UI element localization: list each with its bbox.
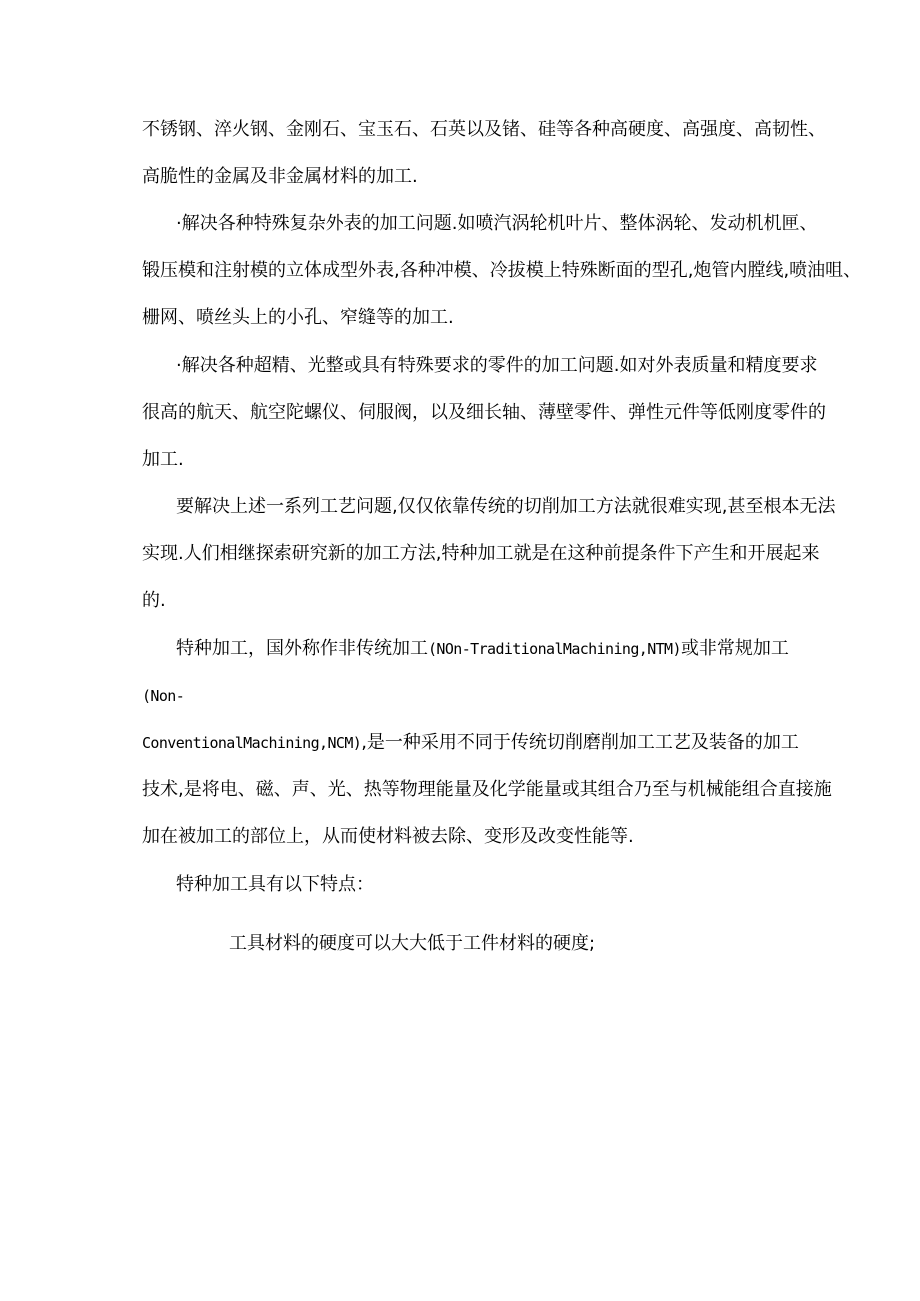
- paragraph-line: 锻压模和注射模的立体成型外表,各种冲模、冷拔模上特殊断面的型孔,炮管内膛线,喷油咀、: [142, 260, 862, 281]
- term-ntm: (NOn-TraditionalMachining,NTM): [428, 640, 681, 658]
- bullet-line: ·解决各种特殊复杂外表的加工问题.如喷汽涡轮机叶片、整体涡轮、发动机机匣、: [176, 213, 818, 234]
- paragraph-line: 栅网、喷丝头上的小孔、窄缝等的加工.: [142, 307, 454, 328]
- text-span: 或非常规加工: [680, 638, 789, 659]
- paragraph-line: 不锈钢、淬火钢、金刚石、宝玉石、石英以及锗、硅等各种高硬度、高强度、高韧性、: [142, 119, 826, 140]
- bullet-line: ·解决各种超精、光整或具有特殊要求的零件的加工问题.如对外表质量和精度要求: [176, 355, 818, 376]
- paragraph-line: [176, 637, 789, 661]
- paragraph-line: 技术,是将电、磁、声、光、热等物理能量及化学能量或其组合乃至与机械能组合直接施: [142, 779, 832, 800]
- paragraph-line: 实现.人们相继探索研究新的加工方法,特种加工就是在这种前提条件下产生和开展起来: [142, 543, 820, 564]
- term-ncm: ConventionalMachining,NCM): [142, 734, 362, 752]
- paragraph-line: [142, 731, 799, 755]
- paragraph-line: 要解决上述一系列工艺问题,仅仅依靠传统的切削加工方法就很难实现,甚至根本无法: [176, 496, 836, 517]
- paragraph-line: 特种加工具有以下特点：: [176, 874, 374, 895]
- paragraph-line: 高脆性的金属及非金属材料的加工.: [142, 166, 418, 187]
- paragraph-line: (Non-: [142, 687, 185, 705]
- text-span: 特种加工，国外称作非传统加工: [176, 638, 428, 659]
- list-item: 工具材料的硬度可以大大低于工件材料的硬度;: [229, 933, 596, 954]
- paragraph-line: 加在被加工的部位上，从而使材料被去除、变形及改变性能等.: [142, 826, 634, 847]
- paragraph-line: 的.: [142, 590, 166, 611]
- paragraph-line: 很高的航天、航空陀螺仪、伺服阀，以及细长轴、薄壁零件、弹性元件等低刚度零件的: [142, 402, 826, 423]
- paragraph-line: 加工.: [142, 449, 184, 470]
- text-span: ,是一种采用不同于传统切削磨削加工工艺及装备的加工: [361, 732, 799, 753]
